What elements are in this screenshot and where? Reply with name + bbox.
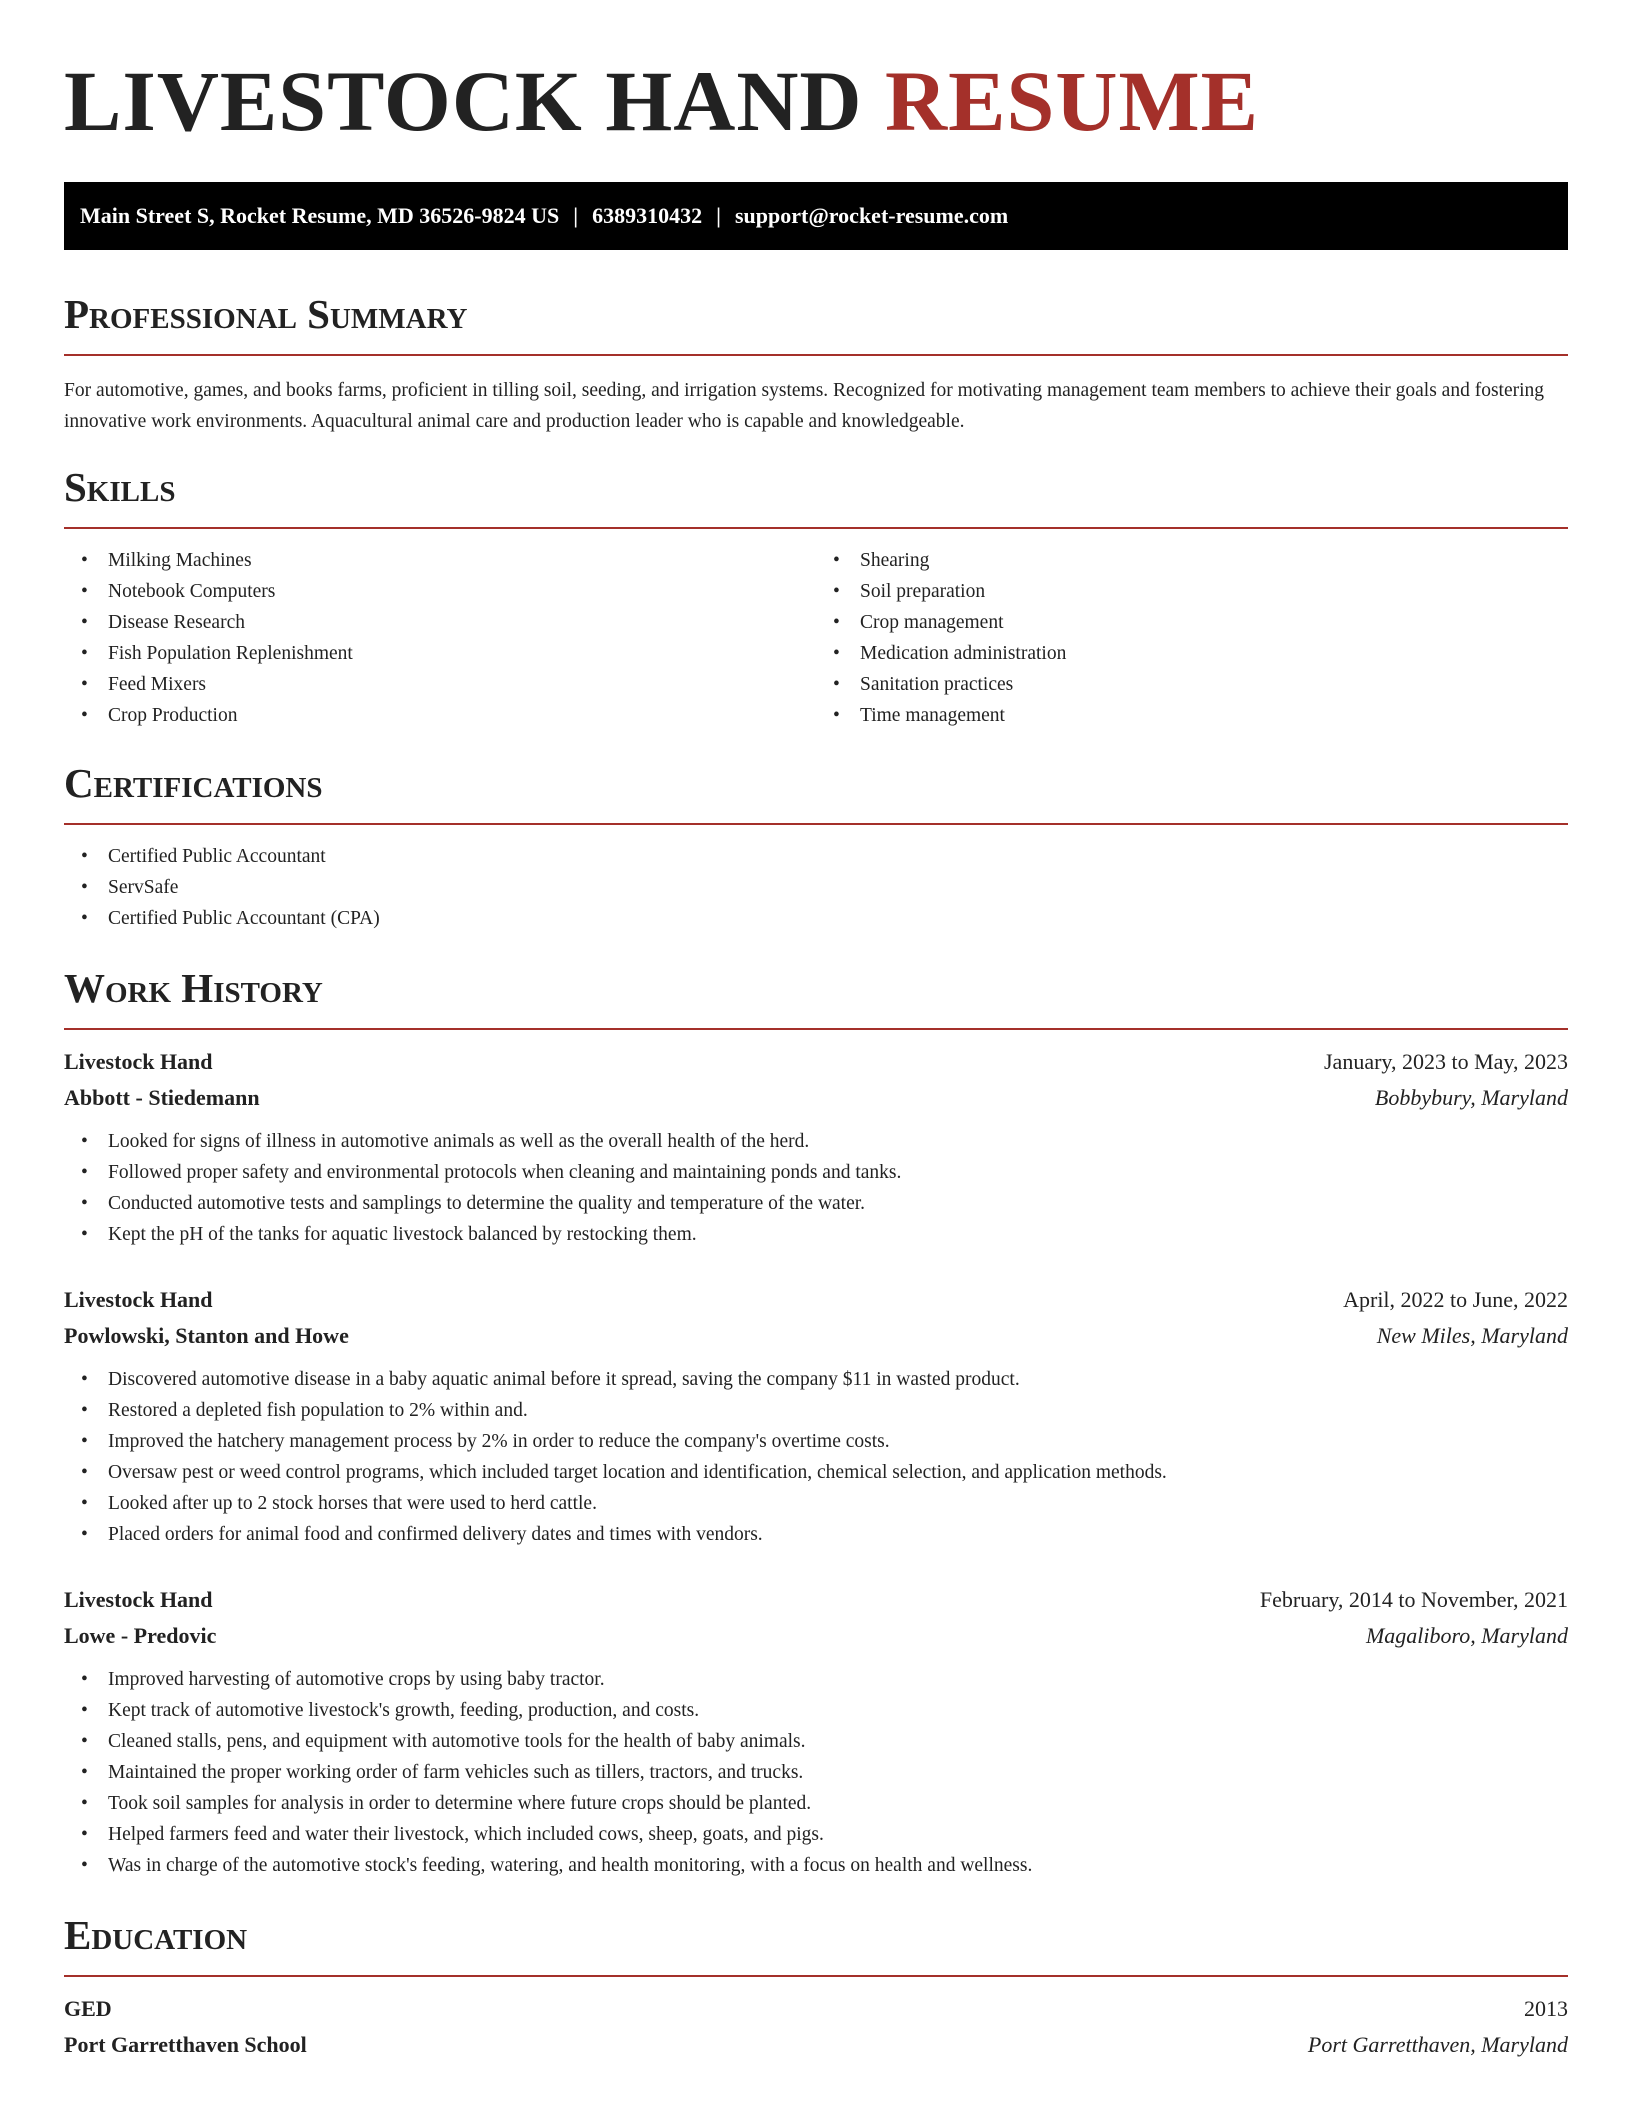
job-company-row [64, 1318, 1568, 1354]
job-entry [64, 1582, 1568, 1881]
skill-item: • Sanitation practices [816, 669, 1568, 700]
summary-text: For automotive, games, and books farms, proficient in tilling soil, seeding, and irrigation systems. Recognized for motivating management team members to achieve their goals and fostering innovative work environments. Aquacultural animal care and production leader who is capable and knowledgeable. [64, 380, 1545, 432]
job-header-row [64, 1282, 1568, 1318]
job-bullet: • Was in charge of the automotive stock's feeding, watering, and health monitoring, with a focus on health and wellness. [64, 1850, 1568, 1881]
job-dates: January, 2023 to May, 2023 [1324, 1049, 1568, 1074]
education-degree-row [64, 1991, 1568, 2027]
certification-item: • ServSafe [64, 872, 1568, 903]
certification-item: • Certified Public Accountant [64, 841, 1568, 872]
job-bullet: • Improved harvesting of automotive crops by using baby tractor. [64, 1664, 1568, 1695]
section-divider [64, 1975, 1568, 1977]
job-bullet: • Maintained the proper working order of farm vehicles such as tillers, tractors, and trucks. [64, 1757, 1568, 1788]
summary-heading: Professional Summary [64, 291, 468, 337]
skill-item: • Crop Production [64, 700, 816, 731]
section-divider [64, 823, 1568, 825]
job-location: New Miles, Maryland [1376, 1323, 1568, 1348]
job-header-row [64, 1044, 1568, 1080]
job-bullet: • Looked after up to 2 stock horses that were used to herd cattle. [64, 1488, 1568, 1519]
skills-list-right [816, 545, 1568, 731]
skill-item: • Feed Mixers [64, 669, 816, 700]
job-bullet: • Cleaned stalls, pens, and equipment with automotive tools for the health of baby animals. [64, 1726, 1568, 1757]
section-divider [64, 1028, 1568, 1030]
job-bullet: • Kept track of automotive livestock's growth, feeding, production, and costs. [64, 1695, 1568, 1726]
job-bullet: • Followed proper safety and environmental protocols when cleaning and maintaining ponds and tanks. [64, 1157, 1568, 1188]
contact-separator: | [716, 203, 721, 228]
job-bullet: • Discovered automotive disease in a baby aquatic animal before it spread, saving the company $11 in wasted product. [64, 1364, 1568, 1395]
job-company-row [64, 1618, 1568, 1654]
resume-title [64, 53, 1568, 149]
skills-column-left [64, 545, 816, 731]
certifications-section [64, 760, 1568, 934]
job-company-row [64, 1080, 1568, 1116]
skill-item: • Crop management [816, 607, 1568, 638]
skills-list-left [64, 545, 816, 731]
contact-phone[interactable]: 6389310432 [592, 203, 703, 228]
certifications-list [64, 841, 1568, 934]
education-heading: Education [64, 1912, 248, 1958]
job-company: Lowe - Predovic [64, 1623, 217, 1648]
skill-item: • Soil preparation [816, 576, 1568, 607]
section-divider [64, 354, 1568, 356]
education-location: Port Garretthaven, Maryland [1307, 2032, 1568, 2057]
title-main: LIVESTOCK HAND [64, 53, 863, 149]
job-company: Abbott - Stiedemann [64, 1085, 260, 1110]
skills-columns [64, 545, 1568, 731]
job-bullet: • Conducted automotive tests and samplings to determine the quality and temperature of the water. [64, 1188, 1568, 1219]
job-company: Powlowski, Stanton and Howe [64, 1323, 349, 1348]
job-bullet: • Took soil samples for analysis in order to determine where future crops should be planted. [64, 1788, 1568, 1819]
contact-bar [64, 182, 1568, 250]
education-school-row [64, 2027, 1568, 2063]
job-bullet: • Helped farmers feed and water their livestock, which included cows, sheep, goats, and pigs. [64, 1819, 1568, 1850]
job-location: Bobbybury, Maryland [1374, 1085, 1568, 1110]
job-title: Livestock Hand [64, 1049, 213, 1074]
section-divider [64, 527, 1568, 529]
education-year: 2013 [1524, 1996, 1568, 2021]
certification-item: • Certified Public Accountant (CPA) [64, 903, 1568, 934]
skill-item: • Medication administration [816, 638, 1568, 669]
skill-item: • Notebook Computers [64, 576, 816, 607]
job-bullet: • Improved the hatchery management process by 2% in order to reduce the company's overtime costs. [64, 1426, 1568, 1457]
work-history-section [64, 965, 1568, 1881]
job-bullet: • Kept the pH of the tanks for aquatic livestock balanced by restocking them. [64, 1219, 1568, 1250]
work-history-heading: Work History [64, 965, 323, 1011]
job-bullets [64, 1126, 1568, 1250]
skills-column-right [816, 545, 1568, 731]
skills-section [64, 464, 1568, 731]
contact-address: Main Street S, Rocket Resume, MD 36526-9824 US [80, 203, 560, 228]
job-bullet: • Looked for signs of illness in automotive animals as well as the overall health of the herd. [64, 1126, 1568, 1157]
contact-separator: | [573, 203, 579, 228]
job-entry [64, 1044, 1568, 1250]
contact-email[interactable]: support@rocket-resume.com [734, 203, 1009, 228]
skill-item: • Disease Research [64, 607, 816, 638]
job-header-row [64, 1582, 1568, 1618]
job-bullet: • Placed orders for animal food and confirmed delivery dates and times with vendors. [64, 1519, 1568, 1550]
education-section [64, 1912, 1568, 2063]
job-dates: April, 2022 to June, 2022 [1343, 1287, 1568, 1312]
skills-heading: Skills [64, 464, 176, 510]
summary-section [64, 291, 1568, 437]
skill-item: • Shearing [816, 545, 1568, 576]
job-dates: February, 2014 to November, 2021 [1259, 1587, 1568, 1612]
job-bullet: • Oversaw pest or weed control programs, which included target location and identification, chemical selection, and application methods. [64, 1457, 1568, 1488]
job-bullets [64, 1364, 1568, 1550]
certifications-heading: Certifications [64, 760, 323, 806]
education-degree: GED [64, 1996, 112, 2021]
skill-item: • Time management [816, 700, 1568, 731]
job-location: Magaliboro, Maryland [1365, 1623, 1568, 1648]
skill-item: • Fish Population Replenishment [64, 638, 816, 669]
job-title: Livestock Hand [64, 1287, 213, 1312]
job-entry [64, 1282, 1568, 1550]
job-bullets [64, 1664, 1568, 1881]
title-accent: RESUME [885, 53, 1259, 149]
job-bullet: • Restored a depleted fish population to 2% within and. [64, 1395, 1568, 1426]
education-school: Port Garretthaven School [64, 2032, 307, 2057]
skill-item: • Milking Machines [64, 545, 816, 576]
job-title: Livestock Hand [64, 1587, 213, 1612]
